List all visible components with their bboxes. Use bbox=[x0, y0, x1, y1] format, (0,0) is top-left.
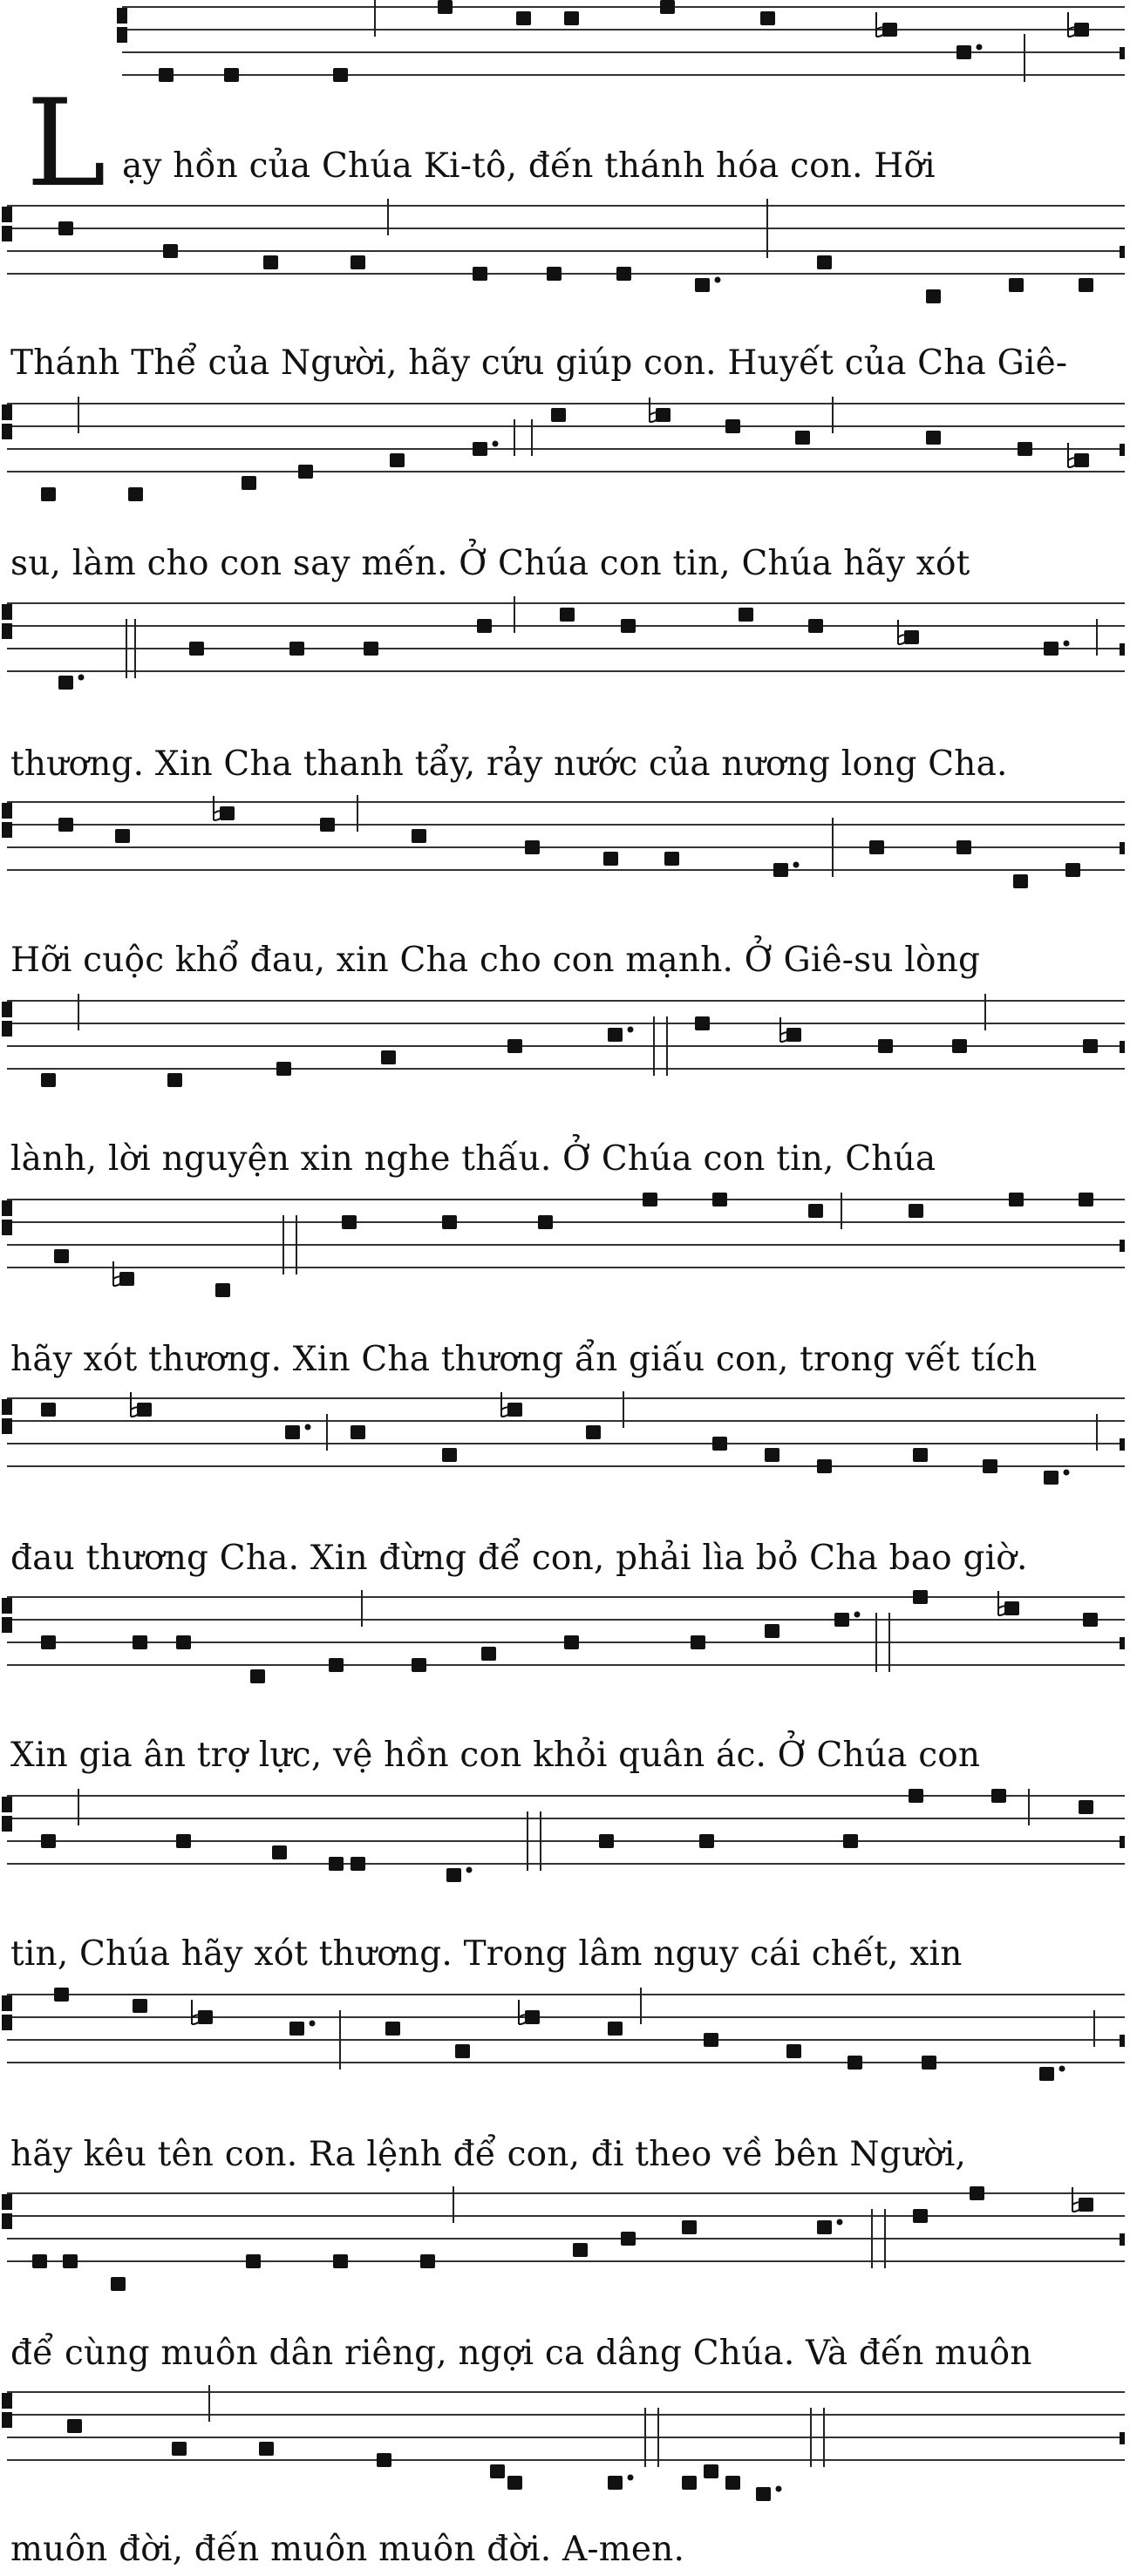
neume-note bbox=[351, 1857, 365, 1871]
clef-icon bbox=[2, 623, 12, 639]
neume-note bbox=[377, 2453, 391, 2467]
clef-icon bbox=[2, 1598, 12, 1614]
neume-note bbox=[573, 2243, 588, 2257]
neume-note bbox=[63, 2254, 78, 2268]
note-dot bbox=[78, 675, 85, 681]
note-dot bbox=[837, 2219, 843, 2226]
neume-note bbox=[128, 487, 143, 501]
neume-note bbox=[956, 840, 971, 854]
neume-note bbox=[765, 1448, 779, 1462]
clef-icon bbox=[2, 803, 12, 819]
neume-note bbox=[983, 1459, 997, 1473]
neume-note bbox=[41, 1403, 56, 1417]
clef-icon bbox=[117, 27, 127, 43]
neume-note bbox=[1079, 1800, 1093, 1814]
neume-note bbox=[242, 476, 256, 490]
neume-note bbox=[289, 642, 304, 656]
neume-note bbox=[704, 2033, 718, 2047]
neume-note bbox=[58, 818, 73, 832]
neume-note bbox=[608, 1028, 623, 1042]
neume-note bbox=[547, 267, 562, 281]
neume-note bbox=[817, 255, 832, 269]
neume-note bbox=[765, 1624, 779, 1638]
neume-note bbox=[691, 1635, 705, 1649]
neume-note bbox=[1009, 1193, 1024, 1206]
neume-note bbox=[442, 1448, 457, 1462]
neume-note bbox=[412, 829, 426, 843]
clef-icon bbox=[2, 1399, 12, 1415]
neume-note bbox=[913, 1448, 928, 1462]
neume-note bbox=[564, 1635, 579, 1649]
neume-note bbox=[133, 1999, 147, 2013]
neume-note bbox=[176, 1834, 191, 1848]
neume-note bbox=[560, 608, 575, 622]
neume-note bbox=[41, 1635, 56, 1649]
neume-note bbox=[739, 608, 753, 622]
neume-note bbox=[551, 408, 566, 422]
clef-icon bbox=[2, 1617, 12, 1633]
neume-note bbox=[507, 1039, 522, 1053]
neume-note bbox=[32, 2254, 47, 2268]
lyric-line-12: để cùng muôn dân riêng, ngợi ca dâng Chúa. Và đến muôn bbox=[10, 2334, 1032, 2373]
clef-icon bbox=[2, 1021, 12, 1037]
neume-note bbox=[263, 255, 278, 269]
note-dot bbox=[493, 441, 499, 447]
lyric-line-11: hãy kêu tên con. Ra lệnh để con, đi theo về bên Người, bbox=[10, 2135, 967, 2174]
drop-cap-initial: L bbox=[26, 73, 106, 214]
lyric-line-1: ạy hồn của Chúa Ki-tô, đến thánh hóa con. Hỡi bbox=[122, 146, 936, 186]
neume-note bbox=[538, 1215, 553, 1229]
neume-note bbox=[351, 255, 365, 269]
neume-note bbox=[285, 1425, 300, 1439]
lyric-line-4: thương. Xin Cha thanh tẩy, rảy nước của nương long Cha. bbox=[10, 744, 1008, 784]
neume-note bbox=[616, 267, 631, 281]
lyric-line-7: hãy xót thương. Xin Cha thương ẩn giấu con, trong vết tích bbox=[10, 1340, 1038, 1379]
lyric-line-13: muôn đời, đến muôn muôn đời. A-men. bbox=[10, 2530, 685, 2569]
neume-note bbox=[1083, 1613, 1098, 1627]
neume-note bbox=[956, 45, 971, 59]
neume-note bbox=[952, 1039, 967, 1053]
neume-note bbox=[41, 1834, 56, 1848]
clef-icon bbox=[2, 404, 12, 420]
neume-note bbox=[695, 1016, 710, 1030]
clef-icon bbox=[2, 424, 12, 439]
neume-note bbox=[643, 1193, 657, 1206]
neume-note bbox=[438, 0, 453, 14]
neume-note bbox=[507, 2476, 522, 2490]
neume-note bbox=[843, 1834, 858, 1848]
neume-note bbox=[289, 2022, 304, 2036]
note-dot bbox=[1064, 1470, 1070, 1476]
neume-note bbox=[381, 1050, 396, 1064]
custos-icon bbox=[1120, 643, 1125, 656]
clef-icon bbox=[2, 2194, 12, 2210]
note-dot bbox=[1059, 2066, 1065, 2072]
clef-icon bbox=[2, 2393, 12, 2409]
lyric-line-9: Xin gia ân trợ lực, vệ hồn con khỏi quân ác. Ở Chúa con bbox=[10, 1736, 981, 1775]
note-dot bbox=[310, 2021, 316, 2027]
neume-note bbox=[58, 676, 73, 690]
neume-note bbox=[477, 619, 492, 633]
neume-note bbox=[1039, 2067, 1054, 2081]
custos-icon bbox=[1120, 444, 1125, 456]
neume-note bbox=[1044, 1471, 1059, 1485]
neume-note bbox=[699, 1834, 714, 1848]
neume-note bbox=[329, 1658, 344, 1672]
neume-note bbox=[67, 2419, 82, 2433]
clef-icon bbox=[2, 226, 12, 241]
neume-note bbox=[1013, 874, 1028, 888]
neume-note bbox=[704, 2464, 718, 2478]
clef-icon bbox=[2, 1816, 12, 1832]
neume-note bbox=[412, 1658, 426, 1672]
lyric-line-2: Thánh Thể của Người, hãy cứu giúp con. Huyết của Cha Giê- bbox=[10, 343, 1068, 383]
neume-note bbox=[599, 1834, 614, 1848]
neume-note bbox=[926, 289, 941, 303]
neume-note bbox=[115, 829, 130, 843]
note-dot bbox=[715, 277, 721, 283]
neume-note bbox=[351, 1425, 365, 1439]
neume-note bbox=[712, 1193, 727, 1206]
neume-note bbox=[176, 1635, 191, 1649]
neume-note bbox=[913, 2209, 928, 2223]
neume-note bbox=[682, 2220, 697, 2234]
clef-icon bbox=[2, 1002, 12, 1017]
neume-note bbox=[834, 1613, 849, 1627]
neume-note bbox=[250, 1669, 265, 1683]
neume-note bbox=[922, 2056, 936, 2070]
neume-note bbox=[276, 1062, 291, 1076]
custos-icon bbox=[1120, 1836, 1125, 1848]
clef-icon bbox=[2, 1200, 12, 1216]
neume-note bbox=[442, 1215, 457, 1229]
neume-note bbox=[621, 619, 636, 633]
neume-note bbox=[970, 2186, 984, 2200]
neume-note bbox=[773, 863, 788, 877]
clef-icon bbox=[2, 1418, 12, 1434]
neume-note bbox=[586, 1425, 601, 1439]
note-dot bbox=[628, 2475, 634, 2481]
neume-note bbox=[869, 840, 884, 854]
custos-icon bbox=[1120, 1041, 1125, 1053]
neume-note bbox=[54, 1249, 69, 1263]
custos-icon bbox=[1120, 2035, 1125, 2047]
clef-icon bbox=[2, 2213, 12, 2229]
neume-note bbox=[1018, 442, 1032, 456]
note-dot bbox=[1064, 641, 1070, 647]
neume-note bbox=[473, 267, 487, 281]
neume-note bbox=[516, 11, 531, 25]
lyric-line-6: lành, lời nguyện xin nghe thấu. Ở Chúa con tin, Chúa bbox=[10, 1139, 936, 1179]
neume-note bbox=[41, 1073, 56, 1087]
neume-note bbox=[725, 419, 740, 433]
note-dot bbox=[854, 1612, 861, 1618]
neume-note bbox=[695, 278, 710, 292]
custos-icon bbox=[1120, 1240, 1125, 1252]
neume-note bbox=[329, 1857, 344, 1871]
lyric-line-10: tin, Chúa hãy xót thương. Trong lâm nguy cái chết, xin bbox=[10, 1934, 963, 1974]
neume-note bbox=[848, 2056, 862, 2070]
neume-note bbox=[878, 1039, 893, 1053]
neume-note bbox=[490, 2464, 505, 2478]
lyric-line-8: đau thương Cha. Xin đừng để con, phải lìa bỏ Cha bao giờ. bbox=[10, 1539, 1028, 1578]
neume-note bbox=[342, 1215, 357, 1229]
neume-note bbox=[385, 2022, 400, 2036]
neume-note bbox=[1044, 642, 1059, 656]
lyric-line-3: su, làm cho con say mến. Ở Chúa con tin, Chúa hãy xót bbox=[10, 544, 970, 583]
neume-note bbox=[54, 1988, 69, 2002]
neume-note bbox=[58, 221, 73, 235]
neume-note bbox=[259, 2442, 274, 2456]
neume-note bbox=[133, 1635, 147, 1649]
neume-note bbox=[111, 2277, 126, 2291]
neume-note bbox=[808, 619, 823, 633]
neume-note bbox=[603, 852, 618, 866]
neume-note bbox=[913, 1590, 928, 1604]
neume-note bbox=[808, 1204, 823, 1218]
neume-note bbox=[756, 2487, 771, 2501]
custos-icon bbox=[1120, 2432, 1125, 2444]
lyric-line-5: Hỡi cuộc khổ đau, xin Cha cho con mạnh. Ở Giê-su lòng bbox=[10, 941, 981, 980]
neume-note bbox=[455, 2044, 470, 2058]
clef-icon bbox=[2, 207, 12, 222]
clef-icon bbox=[2, 2015, 12, 2030]
note-dot bbox=[977, 44, 983, 51]
note-dot bbox=[628, 1027, 634, 1033]
neume-note bbox=[817, 2220, 832, 2234]
neume-note bbox=[1079, 1193, 1093, 1206]
neume-note bbox=[159, 68, 174, 82]
neume-note bbox=[172, 2442, 187, 2456]
custos-icon bbox=[1120, 2233, 1125, 2246]
neume-note bbox=[795, 431, 810, 445]
clef-icon bbox=[2, 1797, 12, 1812]
neume-note bbox=[817, 1459, 832, 1473]
neume-note bbox=[246, 2254, 261, 2268]
custos-icon bbox=[1120, 842, 1125, 854]
neume-note bbox=[481, 1647, 496, 1661]
clef-icon bbox=[2, 2412, 12, 2428]
neume-note bbox=[41, 487, 56, 501]
neume-note bbox=[909, 1789, 923, 1803]
neume-note bbox=[215, 1283, 230, 1297]
neume-note bbox=[420, 2254, 435, 2268]
neume-note bbox=[390, 453, 405, 467]
neume-note bbox=[991, 1789, 1006, 1803]
neume-note bbox=[786, 2044, 801, 2058]
custos-icon bbox=[1120, 1438, 1125, 1451]
neume-note bbox=[525, 840, 540, 854]
clef-icon bbox=[2, 822, 12, 838]
neume-note bbox=[926, 431, 941, 445]
neume-note bbox=[167, 1073, 182, 1087]
note-dot bbox=[466, 1867, 473, 1873]
neume-note bbox=[446, 1868, 461, 1882]
neume-note bbox=[660, 0, 675, 14]
neume-note bbox=[272, 1845, 287, 1859]
neume-note bbox=[224, 68, 239, 82]
neume-note bbox=[725, 2476, 740, 2490]
neume-note bbox=[333, 68, 348, 82]
neume-note bbox=[682, 2476, 697, 2490]
note-dot bbox=[776, 2486, 782, 2492]
clef-icon bbox=[2, 1220, 12, 1235]
note-dot bbox=[305, 1424, 311, 1431]
neume-note bbox=[320, 818, 335, 832]
neume-note bbox=[163, 244, 178, 258]
neume-note bbox=[712, 1437, 727, 1451]
neume-note bbox=[608, 2022, 623, 2036]
neume-note bbox=[608, 2476, 623, 2490]
clef-icon bbox=[2, 1995, 12, 2011]
neume-note bbox=[1065, 863, 1080, 877]
neume-note bbox=[760, 11, 775, 25]
clef-icon bbox=[2, 604, 12, 620]
note-dot bbox=[793, 862, 800, 868]
custos-icon bbox=[1120, 47, 1125, 59]
neume-note bbox=[298, 465, 313, 479]
custos-icon bbox=[1120, 1637, 1125, 1649]
neume-note bbox=[333, 2254, 348, 2268]
neume-note bbox=[1079, 278, 1093, 292]
neume-note bbox=[364, 642, 378, 656]
neume-note bbox=[189, 642, 204, 656]
clef-icon bbox=[117, 8, 127, 24]
custos-icon bbox=[1120, 246, 1125, 258]
neume-note bbox=[564, 11, 579, 25]
neume-note bbox=[473, 442, 487, 456]
neume-note bbox=[664, 852, 679, 866]
neume-note bbox=[621, 2232, 636, 2246]
neume-note bbox=[909, 1204, 923, 1218]
neume-note bbox=[1009, 278, 1024, 292]
neume-note bbox=[1083, 1039, 1098, 1053]
